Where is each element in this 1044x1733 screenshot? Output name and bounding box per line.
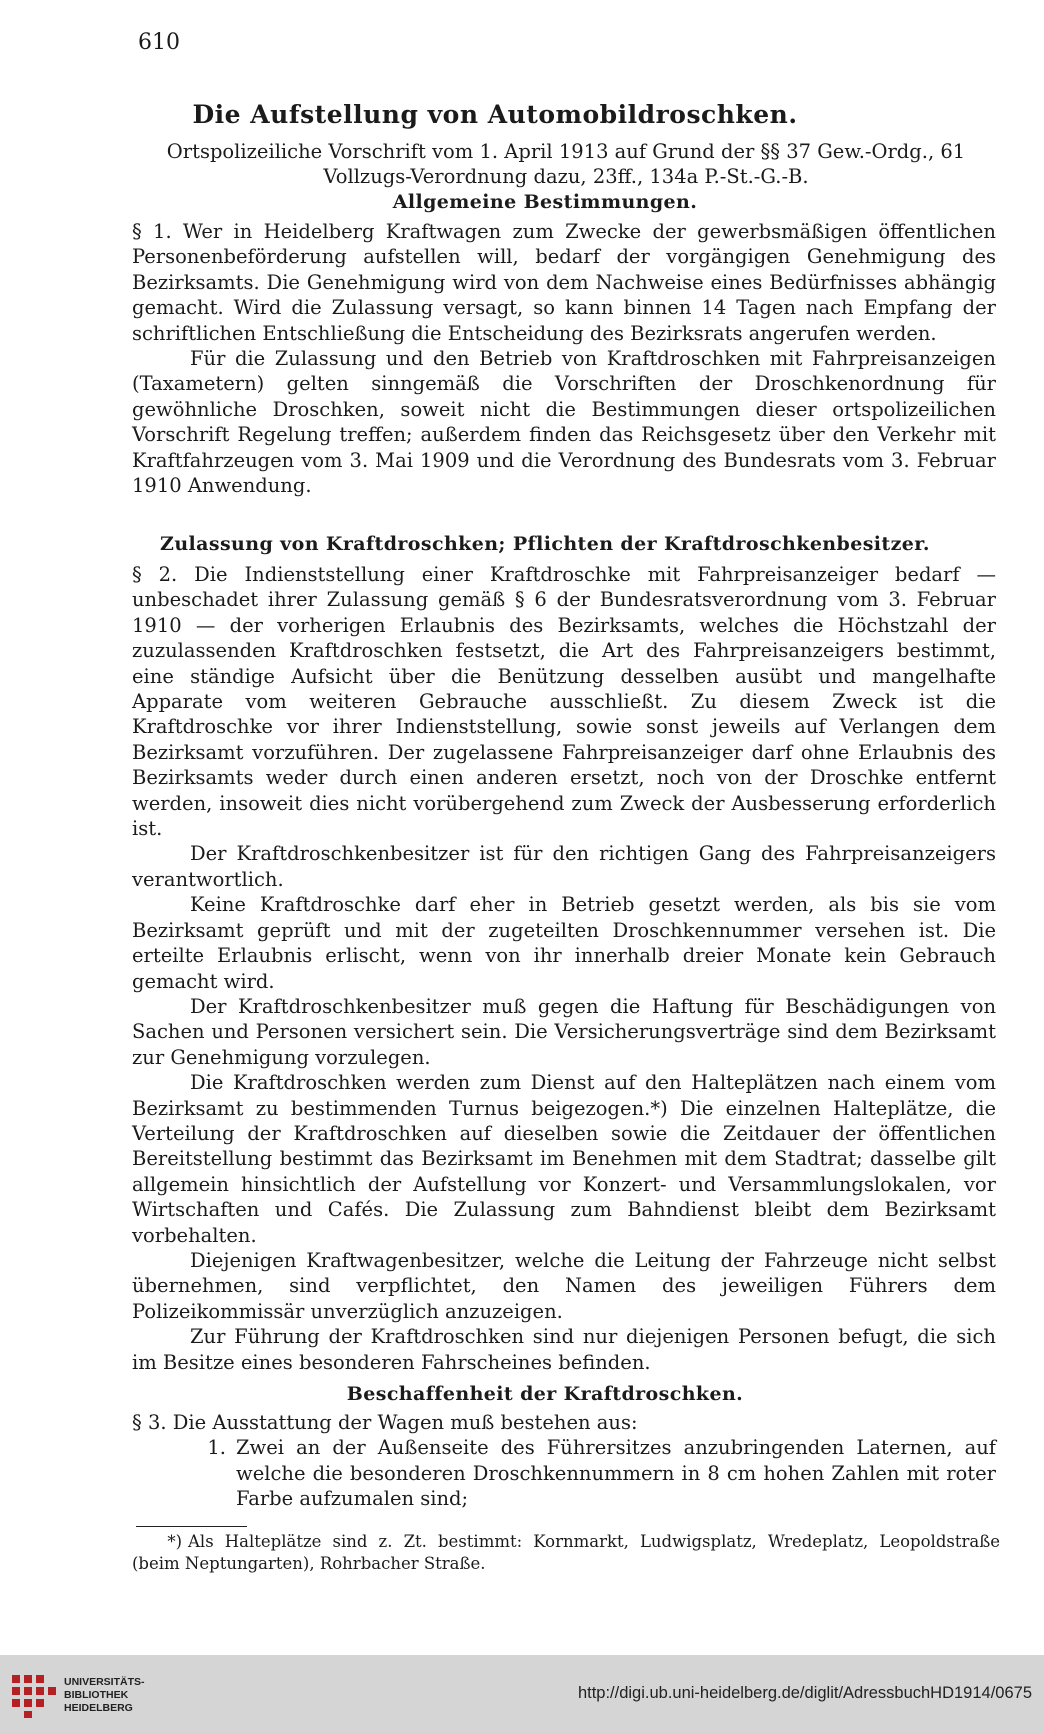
source-url[interactable]: http://digi.ub.uni-heidelberg.de/diglit/AdressbuchHD1914/0675 xyxy=(577,1684,1032,1702)
section-general-body xyxy=(132,219,996,498)
section-heading-general: Allgemeine Bestimmungen. xyxy=(392,191,698,213)
footnote xyxy=(132,1531,1000,1575)
paragraph-taxameter: Für die Zulassung und den Betrieb von Kraftdroschken mit Fahrpreisanzeigen (Taxametern) gelten sinngemäß die Vorschriften der Droschkenordnung für gewöhnliche Droschken, soweit nicht die Bestimmungen dieser ortspolizeilichen Vorschrift Regelung treffen; außerdem finden das Reichsgesetz über den Verkehr mit Kraftfahrzeugen vom 3. Mai 1909 und die Verordnung des Bundesrats vom 3. Februar 1910 Anwendung. xyxy=(132,347,996,498)
paragraph-inspection: Keine Kraftdroschke darf eher in Betrieb gesetzt werden, als bis sie vom Bezirksamt geprüft und mit der zugeteilten Droschkennummer versehen ist. Die erteilte Erlaubnis erlischt, wenn von ihr innerhalb dreier Monate kein Gebrauch gemacht wird. xyxy=(132,893,996,993)
document-title: Die Aufstellung von Automobildroschken. xyxy=(192,100,798,129)
institution-name xyxy=(64,1676,145,1715)
footnote-text: Als Halteplätze sind z. Zt. bestimmt: Kornmarkt, Ludwigsplatz, Wredeplatz, Leopoldstraße (beim Neptungarten), Rohrbacher Straße. xyxy=(132,1532,1000,1573)
paragraph-section-3: § 3. Die Ausstattung der Wagen muß bestehen aus: xyxy=(132,1411,638,1434)
subtitle-line-2: Vollzugs-Verordnung dazu, 23ff., 134a P.-St.-G.-B. xyxy=(323,165,809,188)
list-item-number: 1. xyxy=(207,1436,226,1460)
university-library-logo-icon xyxy=(10,1673,58,1719)
paragraph-section-1: § 1. Wer in Heidelberg Kraftwagen zum Zwecke der gewerbsmäßigen öffentlichen Personenbeförderung aufstellen will, bedarf der vorgängigen Genehmigung des Bezirksamts. Die Genehmigung wird von dem Nachweise eines Bedürfnisses abhängig gemacht. Wird die Zulassung versagt, so kann binnen 14 Tagen nach Empfang der schriftlichen Entschließung die Entscheidung des Bezirksrats angerufen werden. xyxy=(132,220,996,345)
paragraph-drivers: Diejenigen Kraftwagenbesitzer, welche die Leitung der Fahrzeuge nicht selbst übernehmen, sind verpflichtet, den Namen des jeweiligen Führers dem Polizeikommissär unverzüglich anzuzeigen. xyxy=(132,1248,996,1323)
paragraph-owner-responsibility: Der Kraftdroschkenbesitzer ist für den richtigen Gang des Fahrpreisanzeigers verantwortlich. xyxy=(132,842,996,891)
section-vehicle-body xyxy=(132,1410,996,1512)
institution-line: HEIDELBERG xyxy=(64,1702,133,1714)
list-item-text: Zwei an der Außenseite des Führersitzes anzubringenden Laternen, auf welche die besonderen Droschkennummern in 8 cm hohen Zahlen mit roter Farbe aufzumalen sind; xyxy=(236,1436,996,1511)
viewer-footer-bar xyxy=(0,1655,1044,1733)
footnote-divider xyxy=(136,1526,247,1527)
institution-line: UNIVERSITÄTS- xyxy=(64,1676,145,1688)
list-item xyxy=(132,1435,996,1511)
page-number: 610 xyxy=(138,30,180,55)
paragraph-driver-license: Zur Führung der Kraftdroschken sind nur diejenigen Personen befugt, die sich im Besitze eines besonderen Fahrscheines befinden. xyxy=(132,1325,996,1374)
institution-line: BIBLIOTHEK xyxy=(64,1689,129,1701)
paragraph-taxi-stands: Die Kraftdroschken werden zum Dienst auf den Halteplätzen nach einem vom Bezirksamt zu bestimmenden Turnus beigezogen.*) Die einzelnen Halteplätze, die Verteilung der Kraftdroschken auf dieselben sowie die Zeitdauer der öffentlichen Bereitstellung bestimmt das Bezirksamt im Benehmen mit dem Stadtrat; dasselbe gilt allgemein hinsichtlich der Aufstellung vor Konzert- und Versammlungslokalen, vor Wirtschaften und Cafés. Die Zulassung zum Bahndienst bleibt dem Bezirksamt vorbehalten. xyxy=(132,1071,996,1247)
section-heading-licensing: Zulassung von Kraftdroschken; Pflichten der Kraftdroschkenbesitzer. xyxy=(160,533,930,555)
paragraph-section-2: § 2. Die Indienststellung einer Kraftdroschke mit Fahrpreisanzeiger bedarf — unbeschadet ihrer Zulassung gemäß § 6 der Bundesratsverordnung vom 3. Februar 1910 — der vorherigen Erlaubnis des Bezirksamts, welches die Höchstzahl der zuzulassenden Kraftdroschken festsetzt, die Art des Fahrpreisanzeigers bestimmt, eine ständige Aufsicht über die Benützung desselben ausübt und mangelhafte Apparate vom weiteren Gebrauche ausschließt. Zu diesem Zweck ist die Kraftdroschke vor ihrer Indienststellung, sowie sonst jeweils auf Verlangen dem Bezirksamt vorzuführen. Der zugelassene Fahrpreisanzeiger darf ohne Erlaubnis des Bezirksamts weder durch einen anderen ersetzt, noch von der Droschke entfernt werden, insoweit dies nicht vorübergehend zum Zweck der Ausbesserung erforderlich ist. xyxy=(132,563,996,841)
footnote-mark: *) xyxy=(167,1532,182,1551)
subtitle-line-1: Ortspolizeiliche Vorschrift vom 1. April 1913 auf Grund der §§ 37 Gew.-Ordg., 61 xyxy=(166,140,966,163)
section-licensing-body xyxy=(132,562,996,1375)
paragraph-insurance: Der Kraftdroschkenbesitzer muß gegen die Haftung für Beschädigungen von Sachen und Personen versichert sein. Die Versicherungsverträge sind dem Bezirksamt zur Genehmigung vorzulegen. xyxy=(132,994,996,1069)
section-heading-vehicle: Beschaffenheit der Kraftdroschken. xyxy=(346,1383,744,1405)
